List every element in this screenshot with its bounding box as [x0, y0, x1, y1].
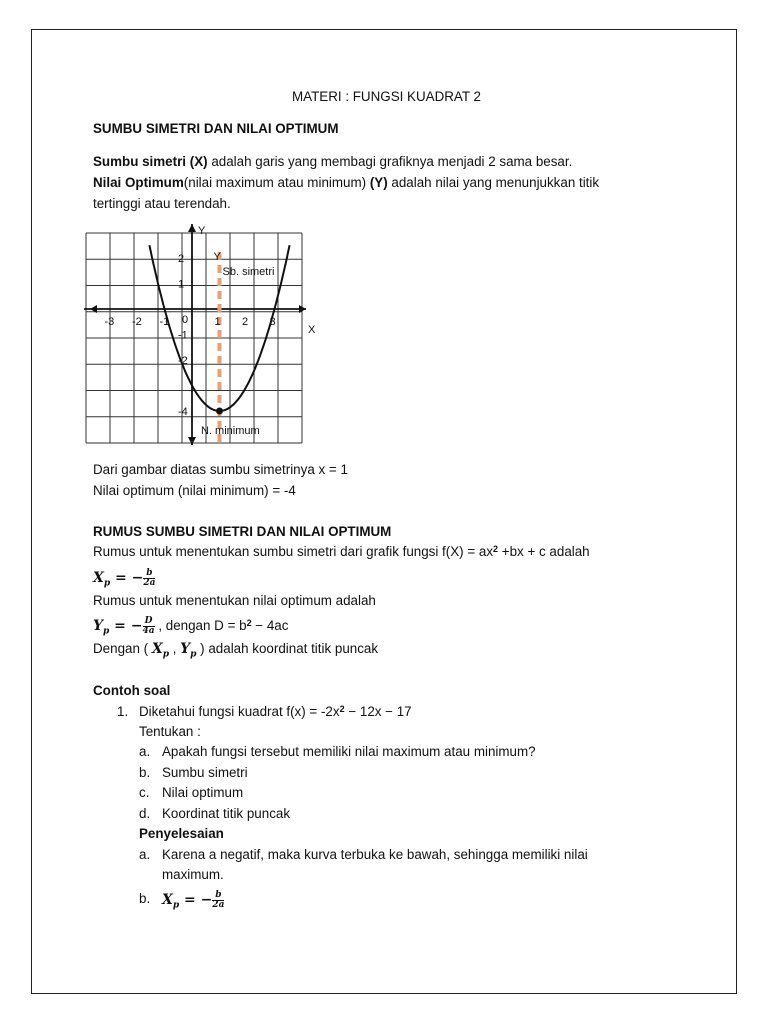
- definition-text: (nilai maximum atau minimum): [183, 175, 370, 190]
- origin-label: 0: [182, 314, 189, 326]
- yp-symbol: Y: [180, 641, 191, 657]
- yp-subscript: p: [190, 649, 197, 660]
- definition-text: adalah nilai yang menunjukkan titik: [387, 175, 600, 190]
- definition-optimum: [93, 175, 599, 191]
- exponent: 2: [493, 544, 499, 554]
- numerator: b: [143, 569, 155, 579]
- list-item: Sumbu simetri: [162, 765, 248, 780]
- xp-subscript: p: [172, 900, 180, 911]
- minimum-label: N. minimum: [201, 425, 260, 437]
- formula-text: +bx + c adalah: [498, 544, 590, 559]
- equals-minus: = −: [179, 892, 213, 908]
- y-tick-label: -4: [178, 406, 188, 418]
- definition-text: adalah garis yang membagi grafiknya menjadi 2 sama besar.: [207, 154, 573, 169]
- list-item-mark: d.: [139, 806, 151, 821]
- question-part: − 12x − 17: [344, 704, 412, 719]
- graph-grid: [86, 233, 302, 443]
- yp-subscript: p: [103, 626, 110, 637]
- formula-yp: [93, 613, 288, 639]
- x-tick-label: -2: [132, 316, 142, 328]
- x-tick-label: 3: [269, 316, 276, 328]
- x-axis-label: X: [308, 324, 316, 336]
- formula-intro-symmetry: [93, 544, 590, 560]
- note-text: ) adalah koordinat titik puncak: [196, 641, 379, 656]
- y-axis-label: Y: [198, 225, 206, 237]
- y-axis-arrow: [188, 224, 196, 232]
- tentukan-label: Tentukan :: [139, 724, 201, 739]
- y-tick-label: -1: [178, 329, 188, 342]
- discriminant-text: − 4ac: [251, 618, 289, 633]
- exponent: 2: [246, 618, 252, 628]
- x-tick-label: -1: [159, 316, 170, 328]
- fraction-d-over-4a: [143, 617, 155, 636]
- x-tick-label: -3: [104, 316, 115, 328]
- equals-minus: = −: [110, 570, 144, 586]
- result-optimum: Nilai optimum (nilai minimum) = -4: [93, 483, 296, 498]
- question-text: [139, 704, 412, 720]
- section-heading-symmetry: SUMBU SIMETRI DAN NILAI OPTIMUM: [93, 121, 339, 136]
- formula-xp: [93, 565, 155, 591]
- fraction-b-over-2a: [212, 891, 224, 910]
- note-text: ,: [168, 641, 181, 656]
- yp-symbol: Y: [93, 618, 103, 634]
- y-axis-arrow-bottom: [188, 437, 196, 445]
- y-tick-label: -2: [178, 355, 188, 367]
- numerator: b: [212, 891, 224, 901]
- xp-subscript: p: [162, 649, 169, 660]
- answer-mark: a.: [139, 847, 151, 862]
- xp-symbol: X: [93, 570, 104, 586]
- parabola-graph: [84, 222, 324, 452]
- formula-text: Rumus untuk menentukan sumbu simetri dari grafik fungsi f(X) = ax: [93, 544, 494, 559]
- list-item-mark: b.: [139, 765, 151, 780]
- answer-mark: b.: [139, 891, 151, 906]
- xp-subscript: p: [103, 578, 111, 589]
- document-title: MATERI : FUNGSI KUADRAT 2: [292, 89, 481, 104]
- fraction-b-over-2a: [143, 569, 155, 588]
- denominator: 2a: [143, 577, 156, 588]
- xp-symbol: X: [151, 641, 163, 657]
- vertex-coordinate-note: [93, 641, 378, 663]
- denominator: 4a: [142, 625, 155, 636]
- list-item-mark: c.: [139, 785, 150, 800]
- definition-term: (Y): [369, 175, 388, 190]
- numerator: D: [143, 617, 155, 627]
- definition-term: Nilai Optimum: [93, 175, 184, 190]
- note-text: Dengan (: [93, 641, 152, 656]
- x-tick-label: 1: [214, 316, 221, 328]
- answer-xp-formula: [162, 887, 224, 913]
- formula-intro-optimum: Rumus untuk menentukan nilai optimum adalah: [93, 593, 376, 608]
- y-tick-label: 2: [178, 253, 185, 265]
- discriminant-text: , dengan D = b: [154, 618, 247, 633]
- question-part: Diketahui fungsi kuadrat f(x) = -2x: [139, 704, 340, 719]
- answer-text-cont: maximum.: [162, 867, 224, 882]
- definition-optimum-cont: tertinggi atau terendah.: [93, 196, 231, 211]
- list-item: Koordinat titik puncak: [162, 806, 291, 821]
- definition-term: Sumbu simetri (X): [93, 154, 208, 169]
- exponent: 2: [339, 704, 345, 714]
- solution-heading: Penyelesaian: [139, 826, 224, 841]
- list-item: Apakah fungsi tersebut memiliki nilai maximum atau minimum?: [162, 744, 536, 759]
- definition-symmetry: [93, 154, 572, 170]
- list-item-mark: a.: [139, 744, 151, 759]
- x-tick-label: 2: [242, 316, 249, 328]
- section-heading-formula: RUMUS SUMBU SIMETRI DAN NILAI OPTIMUM: [93, 524, 392, 539]
- result-symmetry: Dari gambar diatas sumbu simetrinya x = 1: [93, 462, 348, 477]
- question-number: 1.: [117, 704, 129, 719]
- graph-axes: [84, 224, 306, 445]
- y-tick-label: 1: [178, 278, 185, 291]
- symmetry-label: Sb. simetri: [222, 266, 275, 278]
- vertex-point: [216, 408, 223, 415]
- y-symmetry-label: Y: [213, 251, 221, 263]
- answer-text: Karena a negatif, maka kurva terbuka ke bawah, sehingga memiliki nilai: [162, 847, 588, 862]
- example-heading: Contoh soal: [93, 683, 171, 698]
- equals-minus: = −: [109, 618, 143, 634]
- denominator: 2a: [212, 899, 225, 910]
- xp-symbol: X: [162, 892, 173, 908]
- list-item: Nilai optimum: [162, 785, 244, 800]
